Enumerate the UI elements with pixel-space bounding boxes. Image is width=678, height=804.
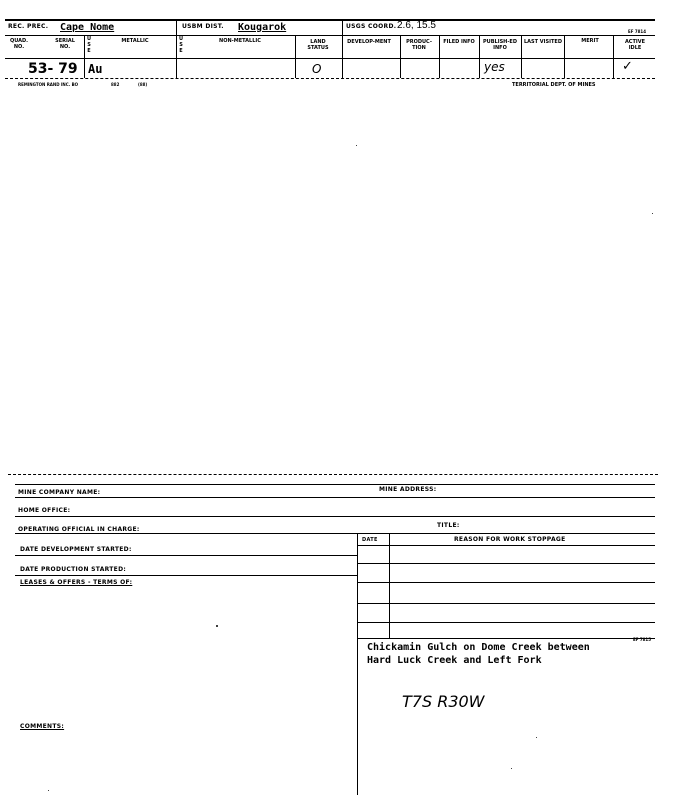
land-status-value: O — [312, 62, 322, 76]
col-use-2: U S E — [178, 36, 184, 54]
rule — [357, 603, 655, 604]
form-number-bottom: EF 7815 — [633, 637, 651, 642]
usgs-coord-value: 2.6, 15.5 — [397, 20, 436, 31]
township-range: T7S R30W — [402, 692, 485, 711]
divider — [176, 19, 177, 78]
divider — [613, 35, 614, 78]
col-non-metallic: NON-METALLIC — [219, 38, 261, 44]
operating-official-label: OPERATING OFFICIAL IN CHARGE: — [18, 526, 140, 533]
rule — [357, 622, 655, 623]
rule — [15, 516, 655, 517]
location-line-1: Chickamin Gulch on Dome Creek between — [367, 642, 590, 653]
date-column-divider — [389, 533, 390, 638]
col-production: PRODUC-TION — [406, 39, 432, 51]
col-quad-no: QUAD. NO. — [9, 38, 29, 50]
header-row-line — [5, 35, 655, 36]
divider — [295, 35, 296, 78]
top-border — [5, 19, 655, 21]
mine-address-label: MINE ADDRESS: — [379, 486, 437, 493]
divider — [439, 35, 440, 78]
date-development-label: DATE DEVELOPMENT STARTED: — [20, 546, 132, 553]
values-row-line — [5, 58, 655, 59]
published-info-value: yes — [484, 60, 505, 74]
divider — [84, 35, 85, 78]
col-merit: MERIT — [581, 38, 599, 44]
divider — [479, 35, 480, 78]
scan-speck — [652, 213, 653, 214]
footer-right: TERRITORIAL DEPT. OF MINES — [512, 82, 596, 88]
usbm-dist-value: Kougarok — [238, 22, 287, 33]
scan-speck — [48, 790, 49, 791]
col-serial-no: SERIAL NO. — [55, 38, 75, 50]
quad-serial-value: 53- 79 — [28, 61, 78, 77]
rule — [15, 497, 655, 498]
scan-speck — [356, 145, 357, 146]
footer-code-2: (88) — [138, 82, 148, 87]
location-line-2: Hard Luck Creek and Left Fork — [367, 655, 542, 666]
rule — [357, 582, 655, 583]
col-land-status: LAND STATUS — [307, 39, 329, 51]
usgs-coord-label: USGS COORD. — [346, 23, 397, 30]
col-active-idle: ACTIVE IDLE — [624, 39, 646, 51]
rule — [15, 533, 655, 534]
rec-prec-value: Cape Nome — [60, 22, 115, 33]
divider — [400, 35, 401, 78]
rec-prec-label: REC. PREC. — [8, 23, 49, 30]
col-published-info: PUBLISH-ED INFO — [482, 39, 517, 51]
col-metallic: METALLIC — [121, 38, 149, 44]
scan-speck — [536, 737, 537, 738]
divider — [521, 35, 522, 78]
top-card-bottom-edge — [5, 78, 655, 79]
mine-company-name-label: MINE COMPANY NAME: — [18, 489, 101, 496]
rule — [357, 638, 655, 639]
date-production-label: DATE PRODUCTION STARTED: — [20, 566, 127, 573]
footer-code-1: 882 — [111, 82, 120, 87]
col-last-visited: LAST VISITED — [524, 39, 562, 45]
comments-label: COMMENTS: — [20, 723, 65, 730]
footer-left: REMINGTON RAND INC. BO — [18, 82, 79, 87]
rule — [15, 575, 357, 576]
home-office-label: HOME OFFICE: — [18, 507, 71, 514]
rule — [357, 563, 655, 564]
col-filed-info: FILED INFO — [443, 39, 475, 45]
col-use-1: U S E — [86, 36, 92, 54]
col-development: DEVELOP-MENT — [347, 39, 391, 45]
active-idle-check: ✓ — [622, 59, 633, 74]
rule — [15, 484, 655, 485]
title-label: TITLE: — [437, 522, 460, 529]
rule — [357, 545, 655, 546]
rule — [15, 555, 357, 556]
leases-label: LEASES & OFFERS - TERMS OF: — [20, 579, 133, 586]
reason-header: REASON FOR WORK STOPPAGE — [454, 536, 566, 543]
center-divider — [357, 533, 358, 795]
form-number-top: EF 7814 — [628, 29, 646, 34]
bottom-card-top-edge — [8, 474, 658, 475]
date-header: DATE — [362, 537, 378, 543]
usbm-dist-label: USBM DIST. — [182, 23, 224, 30]
metallic-value: Au — [88, 62, 103, 76]
scan-speck — [511, 768, 512, 769]
divider — [564, 35, 565, 78]
scan-speck — [216, 625, 218, 627]
divider — [342, 19, 343, 78]
